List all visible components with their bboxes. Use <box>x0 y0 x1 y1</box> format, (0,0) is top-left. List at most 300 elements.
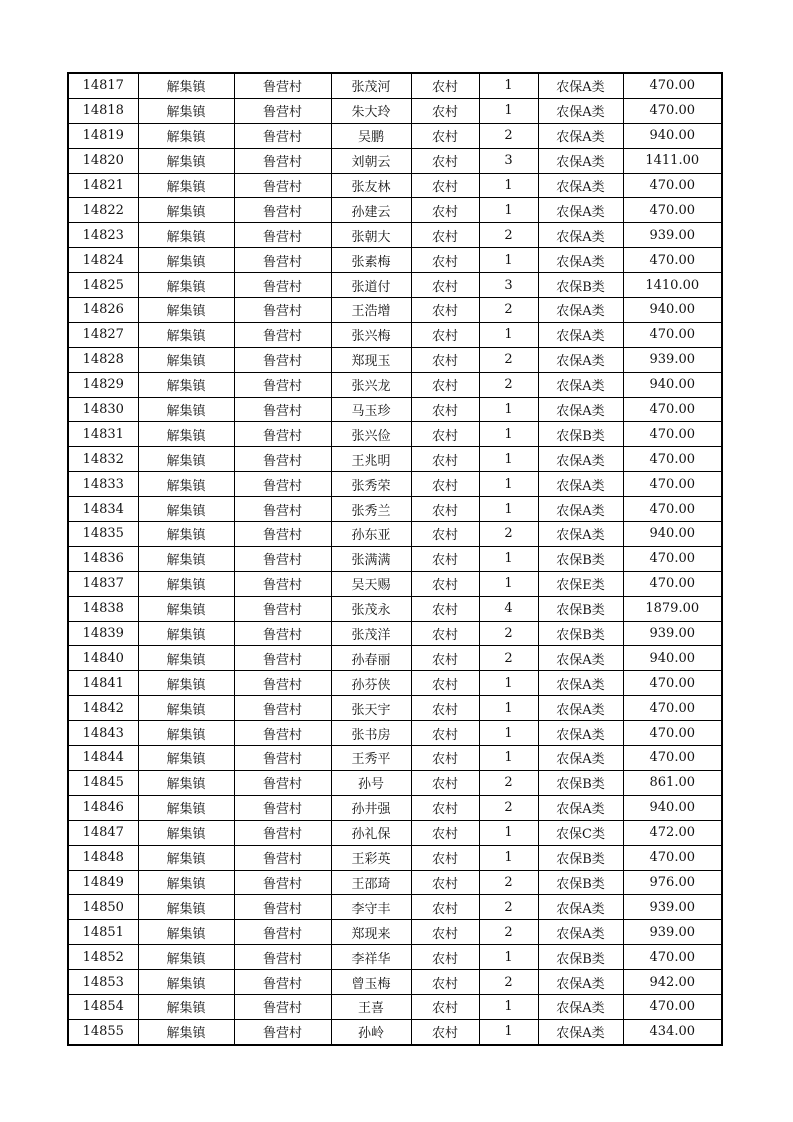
name-cell: 孙春丽 <box>331 646 411 671</box>
name-cell: 孙号 <box>331 770 411 795</box>
name-cell: 张素梅 <box>331 248 411 273</box>
insurance-category-cell: 农保B类 <box>538 870 623 895</box>
insurance-category-cell: 农保E类 <box>538 571 623 596</box>
village-cell: 鲁营村 <box>234 497 331 522</box>
record-id-cell: 14828 <box>68 347 138 372</box>
town-cell: 解集镇 <box>138 721 234 746</box>
town-cell: 解集镇 <box>138 322 234 347</box>
town-cell: 解集镇 <box>138 472 234 497</box>
amount-cell: 472.00 <box>623 820 722 845</box>
people-count-cell: 1 <box>479 845 538 870</box>
record-id-cell: 14818 <box>68 98 138 123</box>
household-type-cell: 农村 <box>411 696 479 721</box>
name-cell: 张茂永 <box>331 596 411 621</box>
village-cell: 鲁营村 <box>234 721 331 746</box>
amount-cell: 1879.00 <box>623 596 722 621</box>
town-cell: 解集镇 <box>138 123 234 148</box>
name-cell: 张友林 <box>331 173 411 198</box>
name-cell: 李守丰 <box>331 895 411 920</box>
village-cell: 鲁营村 <box>234 248 331 273</box>
people-count-cell: 1 <box>479 1019 538 1044</box>
table-row <box>68 223 722 248</box>
people-count-cell: 1 <box>479 696 538 721</box>
amount-cell: 939.00 <box>623 347 722 372</box>
household-type-cell: 农村 <box>411 497 479 522</box>
village-cell: 鲁营村 <box>234 945 331 970</box>
village-cell: 鲁营村 <box>234 173 331 198</box>
people-count-cell: 1 <box>479 422 538 447</box>
people-count-cell: 1 <box>479 397 538 422</box>
village-cell: 鲁营村 <box>234 746 331 771</box>
table-row <box>68 173 722 198</box>
town-cell: 解集镇 <box>138 347 234 372</box>
insurance-category-cell: 农保B类 <box>538 621 623 646</box>
table-row <box>68 397 722 422</box>
insurance-category-cell: 农保B类 <box>538 596 623 621</box>
amount-cell: 940.00 <box>623 298 722 323</box>
table-row <box>68 522 722 547</box>
table-row <box>68 994 722 1019</box>
insurance-category-cell: 农保B类 <box>538 422 623 447</box>
people-count-cell: 1 <box>479 447 538 472</box>
household-type-cell: 农村 <box>411 248 479 273</box>
village-cell: 鲁营村 <box>234 422 331 447</box>
household-type-cell: 农村 <box>411 98 479 123</box>
table-row <box>68 845 722 870</box>
name-cell: 张兴龙 <box>331 372 411 397</box>
town-cell: 解集镇 <box>138 895 234 920</box>
table-row <box>68 870 722 895</box>
town-cell: 解集镇 <box>138 223 234 248</box>
name-cell: 张兴俭 <box>331 422 411 447</box>
people-count-cell: 2 <box>479 646 538 671</box>
amount-cell: 470.00 <box>623 945 722 970</box>
village-cell: 鲁营村 <box>234 820 331 845</box>
record-id-cell: 14845 <box>68 770 138 795</box>
village-cell: 鲁营村 <box>234 522 331 547</box>
amount-cell: 1411.00 <box>623 148 722 173</box>
amount-cell: 939.00 <box>623 223 722 248</box>
village-cell: 鲁营村 <box>234 397 331 422</box>
village-cell: 鲁营村 <box>234 646 331 671</box>
table-row <box>68 347 722 372</box>
table-row <box>68 148 722 173</box>
table-row <box>68 372 722 397</box>
people-count-cell: 2 <box>479 347 538 372</box>
name-cell: 孙建云 <box>331 198 411 223</box>
people-count-cell: 2 <box>479 795 538 820</box>
people-count-cell: 1 <box>479 98 538 123</box>
household-type-cell: 农村 <box>411 223 479 248</box>
village-cell: 鲁营村 <box>234 845 331 870</box>
village-cell: 鲁营村 <box>234 273 331 298</box>
table-row <box>68 546 722 571</box>
amount-cell: 940.00 <box>623 646 722 671</box>
insurance-category-cell: 农保A类 <box>538 322 623 347</box>
table-row <box>68 1019 722 1044</box>
town-cell: 解集镇 <box>138 646 234 671</box>
town-cell: 解集镇 <box>138 298 234 323</box>
household-type-cell: 农村 <box>411 422 479 447</box>
insurance-category-cell: 农保A类 <box>538 298 623 323</box>
town-cell: 解集镇 <box>138 248 234 273</box>
household-type-cell: 农村 <box>411 671 479 696</box>
insurance-category-cell: 农保A类 <box>538 721 623 746</box>
amount-cell: 470.00 <box>623 397 722 422</box>
people-count-cell: 2 <box>479 895 538 920</box>
insurance-category-cell: 农保A类 <box>538 895 623 920</box>
town-cell: 解集镇 <box>138 198 234 223</box>
amount-cell: 470.00 <box>623 696 722 721</box>
household-type-cell: 农村 <box>411 123 479 148</box>
people-count-cell: 2 <box>479 522 538 547</box>
table-row <box>68 621 722 646</box>
name-cell: 张满满 <box>331 546 411 571</box>
insurance-category-cell: 农保A类 <box>538 696 623 721</box>
table-row <box>68 795 722 820</box>
table-body <box>68 73 722 1045</box>
people-count-cell: 2 <box>479 770 538 795</box>
town-cell: 解集镇 <box>138 845 234 870</box>
insurance-category-cell: 农保A类 <box>538 522 623 547</box>
table-row <box>68 447 722 472</box>
name-cell: 孙东亚 <box>331 522 411 547</box>
amount-cell: 434.00 <box>623 1019 722 1044</box>
amount-cell: 470.00 <box>623 447 722 472</box>
people-count-cell: 3 <box>479 273 538 298</box>
household-type-cell: 农村 <box>411 347 479 372</box>
insurance-category-cell: 农保A类 <box>538 646 623 671</box>
insurance-category-cell: 农保B类 <box>538 770 623 795</box>
record-id-cell: 14850 <box>68 895 138 920</box>
household-type-cell: 农村 <box>411 994 479 1019</box>
name-cell: 王喜 <box>331 994 411 1019</box>
people-count-cell: 4 <box>479 596 538 621</box>
household-type-cell: 农村 <box>411 298 479 323</box>
people-count-cell: 1 <box>479 945 538 970</box>
village-cell: 鲁营村 <box>234 98 331 123</box>
village-cell: 鲁营村 <box>234 198 331 223</box>
village-cell: 鲁营村 <box>234 322 331 347</box>
table-row <box>68 820 722 845</box>
household-type-cell: 农村 <box>411 148 479 173</box>
household-type-cell: 农村 <box>411 895 479 920</box>
amount-cell: 470.00 <box>623 73 722 98</box>
people-count-cell: 1 <box>479 746 538 771</box>
name-cell: 李祥华 <box>331 945 411 970</box>
name-cell: 王浩增 <box>331 298 411 323</box>
table-row <box>68 721 722 746</box>
record-id-cell: 14819 <box>68 123 138 148</box>
insurance-category-cell: 农保B类 <box>538 845 623 870</box>
people-count-cell: 2 <box>479 870 538 895</box>
people-count-cell: 1 <box>479 546 538 571</box>
people-count-cell: 1 <box>479 73 538 98</box>
people-count-cell: 1 <box>479 721 538 746</box>
name-cell: 马玉珍 <box>331 397 411 422</box>
household-type-cell: 农村 <box>411 73 479 98</box>
insurance-category-cell: 农保A类 <box>538 497 623 522</box>
insurance-category-cell: 农保A类 <box>538 472 623 497</box>
amount-cell: 470.00 <box>623 173 722 198</box>
town-cell: 解集镇 <box>138 148 234 173</box>
village-cell: 鲁营村 <box>234 546 331 571</box>
table-row <box>68 746 722 771</box>
name-cell: 郑现玉 <box>331 347 411 372</box>
table-row <box>68 298 722 323</box>
insurance-category-cell: 农保A类 <box>538 970 623 995</box>
record-id-cell: 14842 <box>68 696 138 721</box>
amount-cell: 470.00 <box>623 721 722 746</box>
record-id-cell: 14827 <box>68 322 138 347</box>
record-id-cell: 14844 <box>68 746 138 771</box>
amount-cell: 470.00 <box>623 845 722 870</box>
name-cell: 王彩英 <box>331 845 411 870</box>
village-cell: 鲁营村 <box>234 970 331 995</box>
people-count-cell: 1 <box>479 322 538 347</box>
record-id-cell: 14847 <box>68 820 138 845</box>
insurance-category-cell: 农保B类 <box>538 945 623 970</box>
record-id-cell: 14852 <box>68 945 138 970</box>
village-cell: 鲁营村 <box>234 671 331 696</box>
record-id-cell: 14849 <box>68 870 138 895</box>
town-cell: 解集镇 <box>138 273 234 298</box>
name-cell: 张秀兰 <box>331 497 411 522</box>
people-count-cell: 1 <box>479 497 538 522</box>
town-cell: 解集镇 <box>138 746 234 771</box>
household-type-cell: 农村 <box>411 173 479 198</box>
household-type-cell: 农村 <box>411 920 479 945</box>
record-id-cell: 14843 <box>68 721 138 746</box>
name-cell: 吴鹏 <box>331 123 411 148</box>
table-row <box>68 895 722 920</box>
people-count-cell: 2 <box>479 298 538 323</box>
record-id-cell: 14836 <box>68 546 138 571</box>
amount-cell: 940.00 <box>623 372 722 397</box>
record-id-cell: 14855 <box>68 1019 138 1044</box>
amount-cell: 470.00 <box>623 994 722 1019</box>
household-type-cell: 农村 <box>411 1019 479 1044</box>
record-id-cell: 14835 <box>68 522 138 547</box>
table-row <box>68 322 722 347</box>
name-cell: 王邵琦 <box>331 870 411 895</box>
village-cell: 鲁营村 <box>234 596 331 621</box>
name-cell: 朱大玲 <box>331 98 411 123</box>
name-cell: 张茂河 <box>331 73 411 98</box>
town-cell: 解集镇 <box>138 497 234 522</box>
household-type-cell: 农村 <box>411 447 479 472</box>
village-cell: 鲁营村 <box>234 696 331 721</box>
record-id-cell: 14840 <box>68 646 138 671</box>
amount-cell: 939.00 <box>623 920 722 945</box>
town-cell: 解集镇 <box>138 522 234 547</box>
village-cell: 鲁营村 <box>234 73 331 98</box>
town-cell: 解集镇 <box>138 571 234 596</box>
record-id-cell: 14839 <box>68 621 138 646</box>
insurance-category-cell: 农保A类 <box>538 173 623 198</box>
record-id-cell: 14846 <box>68 795 138 820</box>
insurance-category-cell: 农保C类 <box>538 820 623 845</box>
table-row <box>68 472 722 497</box>
amount-cell: 940.00 <box>623 123 722 148</box>
village-cell: 鲁营村 <box>234 571 331 596</box>
household-type-cell: 农村 <box>411 273 479 298</box>
household-type-cell: 农村 <box>411 596 479 621</box>
village-cell: 鲁营村 <box>234 123 331 148</box>
household-type-cell: 农村 <box>411 397 479 422</box>
table-row <box>68 571 722 596</box>
table-row <box>68 770 722 795</box>
insurance-category-cell: 农保A类 <box>538 795 623 820</box>
amount-cell: 470.00 <box>623 198 722 223</box>
household-type-cell: 农村 <box>411 621 479 646</box>
household-type-cell: 农村 <box>411 546 479 571</box>
amount-cell: 940.00 <box>623 795 722 820</box>
table-row <box>68 646 722 671</box>
town-cell: 解集镇 <box>138 820 234 845</box>
village-cell: 鲁营村 <box>234 472 331 497</box>
name-cell: 张书房 <box>331 721 411 746</box>
household-type-cell: 农村 <box>411 522 479 547</box>
town-cell: 解集镇 <box>138 696 234 721</box>
town-cell: 解集镇 <box>138 173 234 198</box>
people-count-cell: 2 <box>479 372 538 397</box>
household-type-cell: 农村 <box>411 646 479 671</box>
name-cell: 孙礼保 <box>331 820 411 845</box>
village-cell: 鲁营村 <box>234 770 331 795</box>
people-count-cell: 2 <box>479 123 538 148</box>
amount-cell: 470.00 <box>623 497 722 522</box>
people-count-cell: 1 <box>479 173 538 198</box>
town-cell: 解集镇 <box>138 671 234 696</box>
name-cell: 王兆明 <box>331 447 411 472</box>
record-id-cell: 14817 <box>68 73 138 98</box>
name-cell: 王秀平 <box>331 746 411 771</box>
insurance-category-cell: 农保A类 <box>538 746 623 771</box>
amount-cell: 942.00 <box>623 970 722 995</box>
record-id-cell: 14820 <box>68 148 138 173</box>
table-row <box>68 273 722 298</box>
name-cell: 吴天赐 <box>331 571 411 596</box>
amount-cell: 939.00 <box>623 895 722 920</box>
people-count-cell: 1 <box>479 671 538 696</box>
insurance-category-cell: 农保A类 <box>538 248 623 273</box>
table-row <box>68 920 722 945</box>
amount-cell: 470.00 <box>623 546 722 571</box>
insurance-category-cell: 农保A类 <box>538 397 623 422</box>
amount-cell: 470.00 <box>623 98 722 123</box>
insurance-category-cell: 农保A类 <box>538 447 623 472</box>
record-id-cell: 14825 <box>68 273 138 298</box>
insurance-category-cell: 农保A类 <box>538 372 623 397</box>
insurance-category-cell: 农保A类 <box>538 98 623 123</box>
record-id-cell: 14831 <box>68 422 138 447</box>
table-row <box>68 198 722 223</box>
town-cell: 解集镇 <box>138 621 234 646</box>
name-cell: 张茂洋 <box>331 621 411 646</box>
amount-cell: 1410.00 <box>623 273 722 298</box>
record-id-cell: 14837 <box>68 571 138 596</box>
name-cell: 张兴梅 <box>331 322 411 347</box>
household-type-cell: 农村 <box>411 870 479 895</box>
village-cell: 鲁营村 <box>234 1019 331 1044</box>
name-cell: 郑现来 <box>331 920 411 945</box>
amount-cell: 976.00 <box>623 870 722 895</box>
name-cell: 张道付 <box>331 273 411 298</box>
record-id-cell: 14826 <box>68 298 138 323</box>
town-cell: 解集镇 <box>138 920 234 945</box>
people-count-cell: 3 <box>479 148 538 173</box>
village-cell: 鲁营村 <box>234 347 331 372</box>
amount-cell: 470.00 <box>623 322 722 347</box>
household-type-cell: 农村 <box>411 472 479 497</box>
town-cell: 解集镇 <box>138 795 234 820</box>
name-cell: 张朝大 <box>331 223 411 248</box>
village-cell: 鲁营村 <box>234 148 331 173</box>
name-cell: 孙芬侠 <box>331 671 411 696</box>
people-count-cell: 1 <box>479 198 538 223</box>
table-row <box>68 73 722 98</box>
household-type-cell: 农村 <box>411 820 479 845</box>
town-cell: 解集镇 <box>138 98 234 123</box>
amount-cell: 470.00 <box>623 472 722 497</box>
town-cell: 解集镇 <box>138 422 234 447</box>
record-id-cell: 14851 <box>68 920 138 945</box>
amount-cell: 470.00 <box>623 671 722 696</box>
household-type-cell: 农村 <box>411 372 479 397</box>
insurance-category-cell: 农保A类 <box>538 73 623 98</box>
people-count-cell: 1 <box>479 994 538 1019</box>
town-cell: 解集镇 <box>138 73 234 98</box>
records-table <box>67 72 723 1046</box>
table-row <box>68 123 722 148</box>
village-cell: 鲁营村 <box>234 223 331 248</box>
household-type-cell: 农村 <box>411 322 479 347</box>
town-cell: 解集镇 <box>138 770 234 795</box>
household-type-cell: 农村 <box>411 845 479 870</box>
town-cell: 解集镇 <box>138 596 234 621</box>
name-cell: 曾玉梅 <box>331 970 411 995</box>
insurance-category-cell: 农保A类 <box>538 671 623 696</box>
town-cell: 解集镇 <box>138 1019 234 1044</box>
record-id-cell: 14834 <box>68 497 138 522</box>
amount-cell: 939.00 <box>623 621 722 646</box>
town-cell: 解集镇 <box>138 397 234 422</box>
insurance-category-cell: 农保B类 <box>538 546 623 571</box>
insurance-category-cell: 农保A类 <box>538 920 623 945</box>
town-cell: 解集镇 <box>138 447 234 472</box>
table-row <box>68 422 722 447</box>
table-row <box>68 596 722 621</box>
insurance-category-cell: 农保B类 <box>538 273 623 298</box>
household-type-cell: 农村 <box>411 571 479 596</box>
people-count-cell: 2 <box>479 621 538 646</box>
table-row <box>68 497 722 522</box>
insurance-category-cell: 农保A类 <box>538 1019 623 1044</box>
table-row <box>68 696 722 721</box>
table-row <box>68 671 722 696</box>
record-id-cell: 14854 <box>68 994 138 1019</box>
amount-cell: 470.00 <box>623 746 722 771</box>
table-row <box>68 970 722 995</box>
record-id-cell: 14832 <box>68 447 138 472</box>
household-type-cell: 农村 <box>411 970 479 995</box>
record-id-cell: 14830 <box>68 397 138 422</box>
town-cell: 解集镇 <box>138 870 234 895</box>
name-cell: 张天宇 <box>331 696 411 721</box>
town-cell: 解集镇 <box>138 372 234 397</box>
people-count-cell: 1 <box>479 248 538 273</box>
